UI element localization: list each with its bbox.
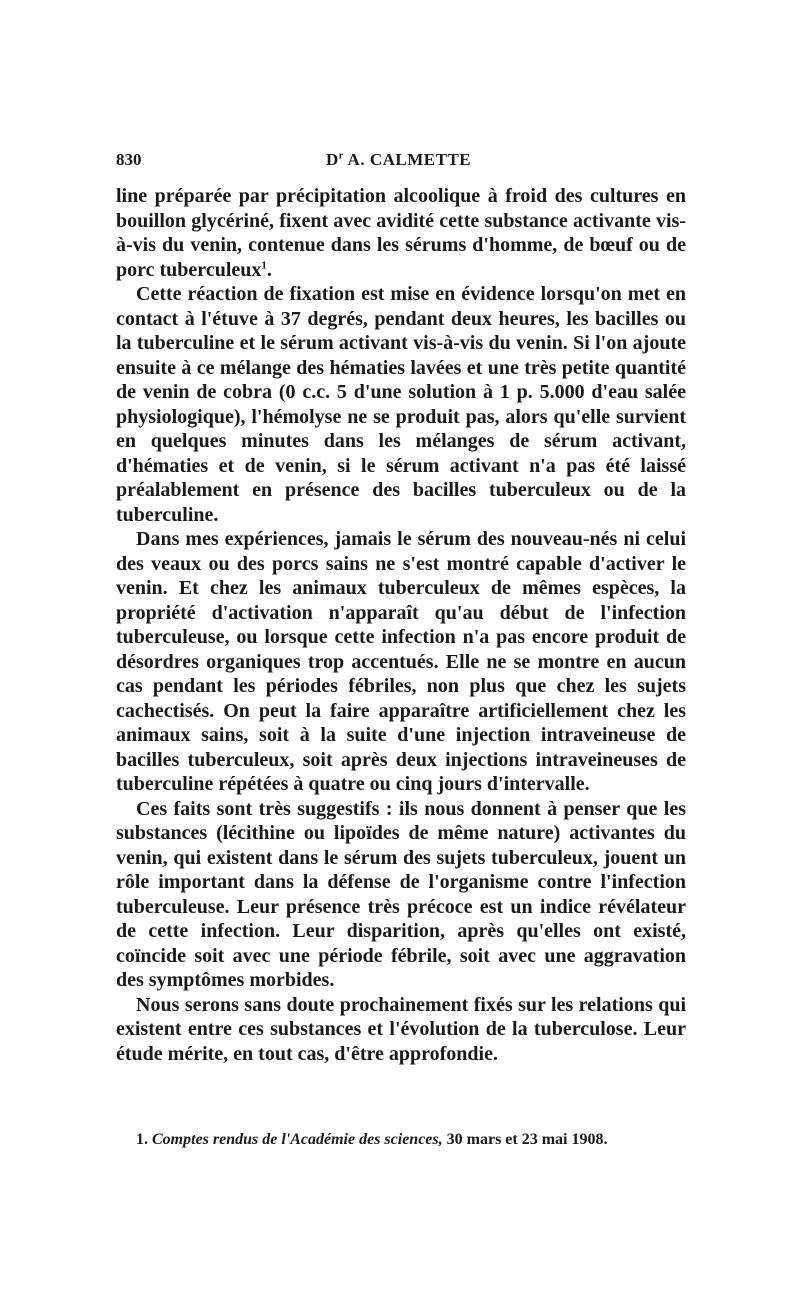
footnote: [136, 1131, 696, 1149]
footnote-number: 1.: [136, 1131, 148, 1148]
paragraph: Cette réaction de fixation est mise en évidence lorsqu'on met en contact à l'étuve à 37 degrés, pendant deux heures, les bacilles ou la tuberculine et le sérum activant vis-à-vis du venin. Si l'on ajoute ensuite à ce mélange des hématies lavées et une très petite quantité de venin de cobra (0 c.c. 5 d'une solution à 1 p. 5.000 d'eau salée physiologique), l'hémolyse ne se produit pas, alors qu'elle survient en quelques minutes dans les mélanges de sérum activant, d'hématies et de venin, si le sérum activant n'a pas été laissé préalablement en présence des bacilles tuberculeux ou de la tuberculine.: [116, 283, 686, 526]
paragraph: Dans mes expériences, jamais le sérum des nouveau-nés ni celui des veaux ou des porcs sains ne s'est montré capable d'activer le venin. Et chez les animaux tuberculeux de mêmes espèces, la propriété d'activation n'apparaît qu'au début de l'infection tuberculeuse, ou lorsque cette infection n'a pas encore produit de désordres organiques trop accentués. Elle ne se montre en aucun cas pendant les périodes fébriles, non plus que chez les sujets cachectisés. On peut la faire apparaître artificiellement chez les animaux sains, soit à la suite d'une injection intraveineuse de bacilles tuberculeux, soit après deux injections intraveineuses de tuberculine répétées à quatre ou cinq jours d'intervalle.: [116, 528, 686, 795]
paragraph: Nous serons sans doute prochainement fixés sur les relations qui existent entre ces substances et l'évolution de la tuberculose. Leur étude mérite, en tout cas, d'être approfondie.: [116, 993, 686, 1065]
paragraph-tail: .: [266, 258, 272, 281]
page-header: [116, 150, 686, 172]
paragraph: [116, 184, 686, 282]
page-number: 830: [116, 150, 142, 169]
footnote-reference[interactable]: 1: [261, 258, 267, 271]
article-body: [116, 184, 686, 1066]
running-head-prefix: D: [326, 150, 339, 169]
running-head: [326, 150, 471, 170]
running-head-sup: r: [338, 150, 344, 162]
footnote-rest: 30 mars et 23 mai 1908.: [442, 1131, 608, 1148]
running-head-name: A. CALMETTE: [343, 150, 472, 169]
paragraph: Ces faits sont très suggestifs : ils nous donnent à penser que les substances (lécithine ou lipoïdes de même nature) activantes du venin, qui existent dans le sérum des sujets tuberculeux, jouent un rôle important dans la défense de l'organisme contre l'infection tuberculeuse. Leur présence très précoce est un indice révélateur de cette infection. Leur disparition, après qu'elles ont existé, coïncide soit avec une période fébrile, soit avec une aggravation des symptômes morbides.: [116, 797, 686, 991]
paragraph-text: line préparée par précipitation alcoolique à froid des cultures en bouillon glycériné, fixent avec avidité cette substance activante vis-à-vis du venin, contenue dans les sérums d'homme, de bœuf ou de porc tuberculeux: [116, 185, 686, 281]
footnote-title: Comptes rendus de l'Académie des sciences,: [152, 1131, 443, 1148]
